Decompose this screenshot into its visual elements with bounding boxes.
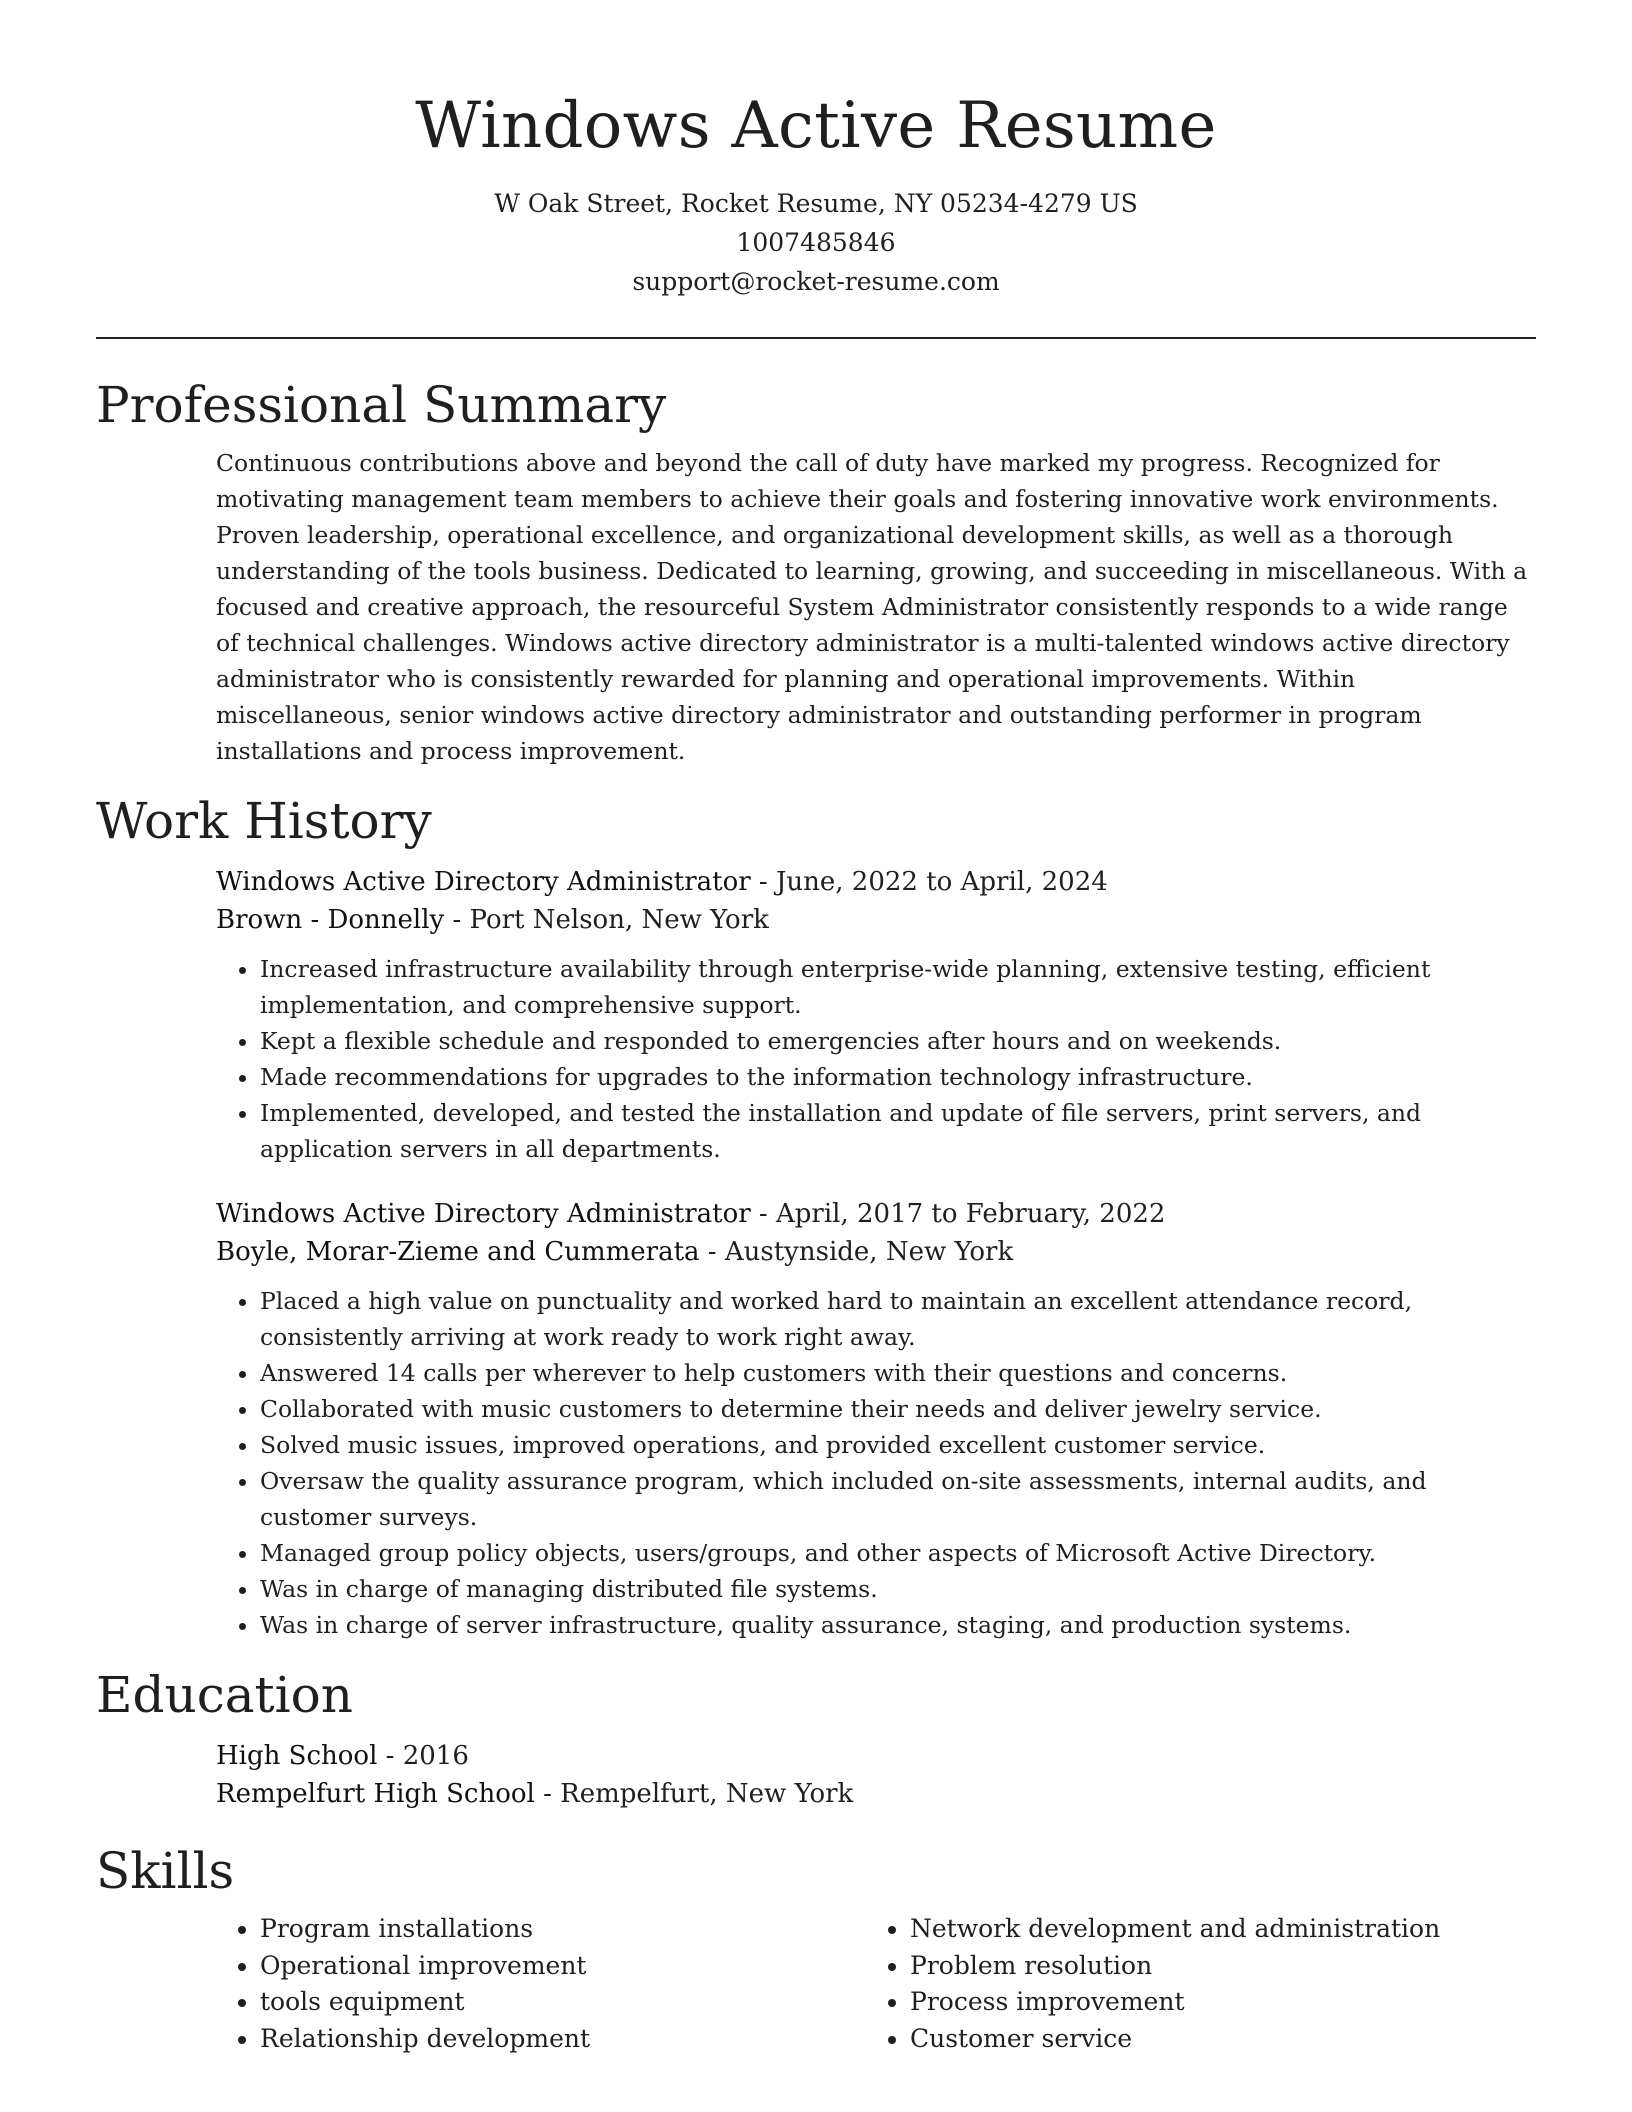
skills-columns bbox=[216, 1911, 1536, 2057]
header-divider bbox=[96, 337, 1536, 339]
summary-title: Professional Summary bbox=[96, 376, 667, 434]
education-school-line bbox=[216, 1775, 1536, 1813]
summary-section bbox=[96, 375, 1536, 769]
work-title: Work History bbox=[96, 792, 432, 850]
summary-body bbox=[216, 445, 1536, 769]
summary-text: Continuous contributions above and beyond the call of duty have marked my progress. Recognized for motivating management team members to achieve their goals and fostering innovative work environments. Proven leadership, operational excellence, and organizational development skills, as well as a thorough understanding of the tools business. Dedicated to learning, growing, and succeeding in miscellaneous. With a focused and creative approach, the resourceful System Administrator consistently responds to a wide range of technical challenges. Windows active directory administrator is a multi-talented windows active directory administrator who is consistently rewarded for planning and operational improvements. Within miscellaneous, senior windows active directory administrator and outstanding performer in program installations and process improvement. bbox=[216, 449, 1528, 765]
skill-item: • Network development and administration bbox=[910, 1911, 1516, 1948]
skill-item: • Relationship development bbox=[260, 2021, 866, 2058]
job-bullet: • Solved music issues, improved operations, and provided excellent customer service. bbox=[260, 1427, 1536, 1463]
skills-title: Skills bbox=[96, 1842, 235, 1900]
skill-item: • Problem resolution bbox=[910, 1948, 1516, 1985]
resume-page bbox=[96, 0, 1536, 2057]
education-degree: High School bbox=[216, 1741, 378, 1771]
job-bullet: • Oversaw the quality assurance program, which included on-site assessments, internal audits, and customer surveys. bbox=[260, 1463, 1536, 1535]
job-bullet: • Kept a flexible schedule and responded to emergencies after hours and on weekends. bbox=[260, 1023, 1536, 1059]
job-dates: - April, 2017 to February, 2022 bbox=[750, 1199, 1166, 1229]
job-entry bbox=[216, 863, 1536, 1167]
job-bullet: • Placed a high value on punctuality and worked hard to maintain an excellent attendance record, consistently arriving at work ready to work right away. bbox=[260, 1283, 1536, 1355]
contact-address: W Oak Street, Rocket Resume, NY 05234-4279 US bbox=[494, 189, 1138, 218]
job-company-line bbox=[216, 901, 1536, 939]
job-bullets bbox=[216, 951, 1536, 1167]
job-bullet: • Made recommendations for upgrades to the information technology infrastructure. bbox=[260, 1059, 1536, 1095]
job-bullet: • Was in charge of server infrastructure, quality assurance, staging, and production systems. bbox=[260, 1607, 1536, 1643]
skills-section bbox=[96, 1841, 1536, 2057]
job-company: Brown - Donnelly bbox=[216, 905, 445, 935]
skill-item: • tools equipment bbox=[260, 1984, 866, 2021]
job-dates: - June, 2022 to April, 2024 bbox=[750, 867, 1108, 897]
work-section bbox=[96, 791, 1536, 1643]
skill-item: • Process improvement bbox=[910, 1984, 1516, 2021]
education-title: Education bbox=[96, 1666, 353, 1724]
skills-column-left bbox=[216, 1911, 866, 2057]
skill-item: • Program installations bbox=[260, 1911, 866, 1948]
education-location: - Rempelfurt, New York bbox=[534, 1779, 854, 1809]
job-title-line bbox=[216, 863, 1536, 901]
contact-block bbox=[96, 184, 1536, 301]
resume-header bbox=[96, 0, 1536, 301]
job-bullet: • Implemented, developed, and tested the installation and update of file servers, print servers, and application servers in all departments. bbox=[260, 1095, 1536, 1167]
job-bullet: • Managed group policy objects, users/groups, and other aspects of Microsoft Active Directory. bbox=[260, 1535, 1536, 1571]
skills-list-left bbox=[216, 1911, 866, 2057]
contact-phone: 1007485846 bbox=[736, 228, 896, 257]
job-bullet: • Answered 14 calls per wherever to help customers with their questions and concerns. bbox=[260, 1355, 1536, 1391]
job-role: Windows Active Directory Administrator bbox=[216, 1199, 751, 1229]
education-entry bbox=[216, 1737, 1536, 1813]
education-section bbox=[96, 1665, 1536, 1813]
job-location: - Austynside, New York bbox=[699, 1237, 1014, 1267]
resume-name: Windows Active Resume bbox=[415, 89, 1217, 163]
job-bullet: • Was in charge of managing distributed file systems. bbox=[260, 1571, 1536, 1607]
skill-item: • Operational improvement bbox=[260, 1948, 866, 1985]
job-company-line bbox=[216, 1233, 1536, 1271]
skills-column-right bbox=[866, 1911, 1516, 2057]
job-bullets bbox=[216, 1283, 1536, 1643]
job-title-line bbox=[216, 1195, 1536, 1233]
job-role: Windows Active Directory Administrator bbox=[216, 867, 751, 897]
job-bullet: • Increased infrastructure availability through enterprise-wide planning, extensive testing, efficient implementation, and comprehensive support. bbox=[260, 951, 1536, 1023]
education-degree-line bbox=[216, 1737, 1536, 1775]
job-bullet: • Collaborated with music customers to determine their needs and deliver jewelry service. bbox=[260, 1391, 1536, 1427]
education-year: - 2016 bbox=[377, 1741, 469, 1771]
skill-item: • Customer service bbox=[910, 2021, 1516, 2058]
job-location: - Port Nelson, New York bbox=[444, 905, 769, 935]
education-school: Rempelfurt High School bbox=[216, 1779, 535, 1809]
job-entry bbox=[216, 1195, 1536, 1643]
skills-list-right bbox=[866, 1911, 1516, 2057]
job-company: Boyle, Morar-Zieme and Cummerata bbox=[216, 1237, 700, 1267]
contact-email: support@rocket-resume.com bbox=[632, 267, 1000, 296]
